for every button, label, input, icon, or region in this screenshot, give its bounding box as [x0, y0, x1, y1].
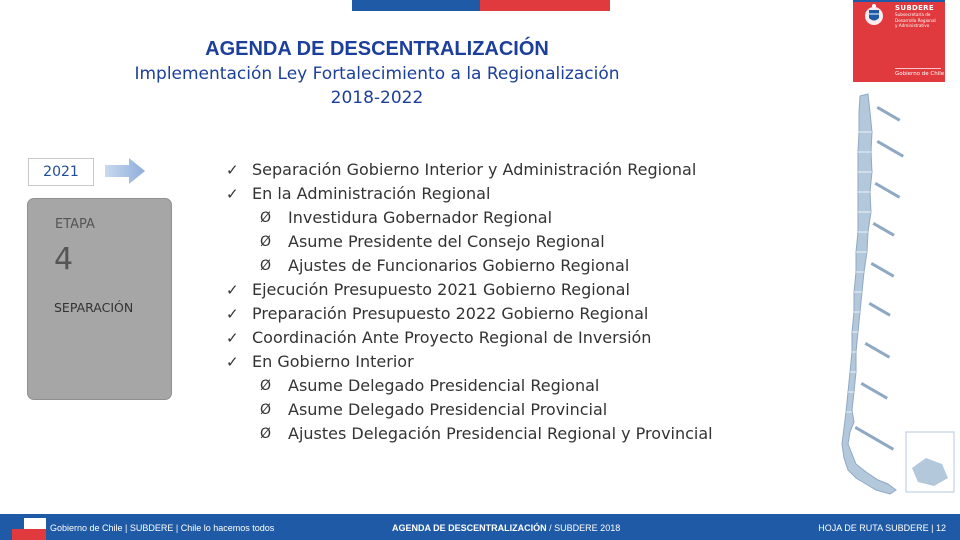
checklist-item-text: Separación Gobierno Interior y Administración Regional: [252, 160, 697, 179]
checklist-item: [226, 350, 726, 374]
checklist-item: [226, 278, 726, 302]
chile-map-illustration: [826, 92, 958, 512]
logo-subtitle-line: y Administrativo: [895, 23, 930, 29]
check-icon: ✓: [226, 185, 239, 203]
year-box: 2021: [28, 158, 94, 186]
flag-blue-canton: [12, 518, 24, 529]
checklist-subitem-text: Asume Delegado Presidencial Regional: [288, 376, 600, 395]
checklist-subitem-text: Asume Presidente del Consejo Regional: [288, 232, 605, 251]
checklist-item-text: Preparación Presupuesto 2022 Gobierno Regional: [252, 304, 649, 323]
checklist-subitem-text: Ajustes de Funcionarios Gobierno Regional: [288, 256, 630, 275]
right-arrow-icon: [105, 158, 145, 184]
stage-number: 4: [54, 242, 74, 277]
check-icon: ✓: [226, 281, 239, 299]
logo-subtitle-line: Desarrollo Regional: [895, 17, 936, 23]
check-icon: ✓: [226, 329, 239, 347]
footer-page-number: HOJA DE RUTA SUBDERE | 12: [818, 523, 946, 533]
subdere-logo: [853, 0, 945, 82]
checklist-subitem: [226, 422, 726, 446]
arrow-bullet-icon: Ø: [260, 378, 272, 394]
stage-card: [27, 198, 172, 400]
footer-bar: [0, 514, 960, 540]
flag-red-band: [480, 0, 610, 11]
logo-subtitle: [895, 12, 943, 29]
logo-subtitle-line: Subsecretaría de: [895, 12, 931, 17]
checklist-subitem-text: Asume Delegado Presidencial Provincial: [288, 400, 608, 419]
page-title: AGENDA DE DESCENTRALIZACIÓN: [205, 38, 549, 60]
checklist-subitem: [226, 398, 726, 422]
arrow-bullet-icon: Ø: [260, 258, 272, 274]
arrow-bullet-icon: Ø: [260, 210, 272, 226]
logo-footer-text: Gobierno de Chile: [895, 71, 945, 77]
subtitle-line-2: 2018-2022: [330, 88, 424, 108]
arrow-bullet-icon: Ø: [260, 234, 272, 250]
checklist-item: [226, 302, 726, 326]
stage-label: ETAPA: [55, 217, 95, 232]
checklist-subitem: [226, 230, 726, 254]
stage-checklist: [226, 158, 726, 446]
flag-blue-band: [352, 0, 480, 11]
checklist-subitem-text: Investidura Gobernador Regional: [288, 208, 553, 227]
coat-of-arms-icon: [857, 2, 891, 28]
top-flag-strip: [352, 0, 610, 11]
check-icon: ✓: [226, 161, 239, 179]
checklist-subitem: [226, 206, 726, 230]
footer-center-rest: / SUBDERE 2018: [546, 523, 621, 533]
footer-center-text: [392, 514, 620, 540]
subtitle-line-1: Implementación Ley Fortalecimiento a la Regionalización: [134, 64, 620, 84]
checklist-item-text: En la Administración Regional: [252, 184, 491, 203]
page-subtitle: [60, 62, 694, 110]
stage-name: SEPARACIÓN: [54, 300, 134, 315]
arrow-bullet-icon: Ø: [260, 402, 272, 418]
checklist-subitem-text: Ajustes Delegación Presidencial Regional y Provincial: [288, 424, 713, 443]
checklist-item-text: Ejecución Presupuesto 2021 Gobierno Regional: [252, 280, 630, 299]
checklist-subitem: [226, 374, 726, 398]
footer-center-bold: AGENDA DE DESCENTRALIZACIÓN: [392, 523, 547, 533]
checklist-item-text: Coordinación Ante Proyecto Regional de Inversión: [252, 328, 652, 347]
check-icon: ✓: [226, 353, 239, 371]
footer-left-text: Gobierno de Chile | SUBDERE | Chile lo hacemos todos: [50, 523, 275, 533]
checklist-item: [226, 182, 726, 206]
checklist-item: [226, 158, 726, 182]
logo-divider: [895, 68, 941, 69]
checklist-item-text: En Gobierno Interior: [252, 352, 414, 371]
checklist-item: [226, 326, 726, 350]
logo-name: SUBDERE: [895, 4, 934, 12]
flag-red-band: [12, 529, 46, 540]
chile-flag-icon: [12, 518, 46, 540]
arrow-bullet-icon: Ø: [260, 426, 272, 442]
check-icon: ✓: [226, 305, 239, 323]
checklist-subitem: [226, 254, 726, 278]
